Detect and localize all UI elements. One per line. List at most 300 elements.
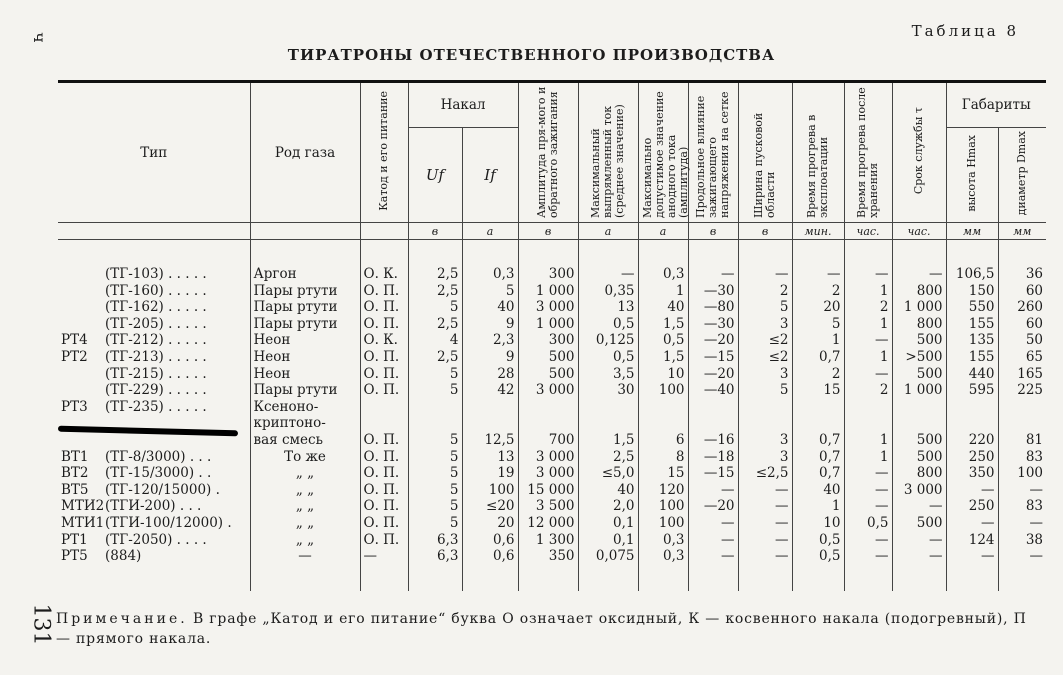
cell-warmup-storage: — (844, 498, 892, 515)
cell-amp: 3 000 (518, 299, 578, 316)
cell-type (58, 465, 250, 482)
cell-type (58, 548, 250, 565)
cell-diameter: 81 (998, 432, 1046, 449)
cell-uf (408, 399, 462, 416)
cell-cathode: О. П. (360, 532, 408, 549)
cell-cathode: О. П. (360, 366, 408, 383)
cell-if: 13 (462, 449, 518, 466)
cell-height: 106,5 (946, 266, 998, 283)
unit-grid: в (688, 223, 738, 240)
cell-amp: 1 000 (518, 283, 578, 300)
table-row (58, 382, 1046, 399)
cell-gas: „ „ (250, 465, 360, 482)
cell-diameter: 36 (998, 266, 1046, 283)
cell-start-width: 3 (738, 316, 792, 333)
cell-amp: 12 000 (518, 515, 578, 532)
cell-anode-current: 10 (638, 366, 688, 383)
cell-cathode: О. П. (360, 498, 408, 515)
col-dims-header: Габариты (946, 82, 1046, 128)
tube-code: (884) (105, 548, 142, 565)
cell-height: — (946, 515, 998, 532)
cell-if: ≤20 (462, 498, 518, 515)
table-row (58, 399, 1046, 416)
cell-height: — (946, 482, 998, 499)
cell-warmup-op (792, 415, 844, 432)
cell-start-width: — (738, 532, 792, 549)
table-label: Таблица 8 (911, 22, 1019, 40)
cell-warmup-storage: — (844, 548, 892, 565)
cell-lifetime: 500 (892, 432, 946, 449)
cell-gas: „ „ (250, 532, 360, 549)
cell-start-width: 3 (738, 366, 792, 383)
cell-type (58, 316, 250, 333)
unit-gas (250, 223, 360, 240)
cell-rect-current: 30 (578, 382, 638, 399)
cell-amp: 3 000 (518, 465, 578, 482)
cell-lifetime: 1 000 (892, 299, 946, 316)
cell-warmup-op: 0,5 (792, 548, 844, 565)
cell-warmup-op: 40 (792, 482, 844, 499)
thyratron-table (58, 80, 1046, 591)
tube-code: (ТГ-229) . . . . . (105, 382, 207, 399)
cell-if: 19 (462, 465, 518, 482)
tube-code: (ТГ-205) . . . . . (105, 315, 207, 332)
table-bottom-spacer (58, 565, 1046, 591)
cell-uf: 6,3 (408, 548, 462, 565)
tube-prefix: РТ3 (61, 398, 88, 415)
cell-gas: То же (250, 449, 360, 466)
cell-gas: Неон (250, 366, 360, 383)
cell-lifetime: — (892, 548, 946, 565)
cell-rect-current (578, 399, 638, 416)
tube-prefix: МТИ2 (61, 498, 105, 515)
cell-diameter: 83 (998, 498, 1046, 515)
cell-start-width: ≤2 (738, 332, 792, 349)
cell-diameter: 50 (998, 332, 1046, 349)
cell-height: 155 (946, 349, 998, 366)
cell-rect-current: 0,5 (578, 316, 638, 333)
cell-anode-current: 0,3 (638, 548, 688, 565)
cell-warmup-op: 10 (792, 515, 844, 532)
cell-rect-current (578, 415, 638, 432)
cell-cathode: О. П. (360, 465, 408, 482)
unit-rect-current: а (578, 223, 638, 240)
cell-cathode: О. П. (360, 482, 408, 499)
tube-prefix: ВТ2 (61, 465, 89, 482)
cell-height: 550 (946, 299, 998, 316)
cell-uf: 2,5 (408, 349, 462, 366)
cell-start-width: — (738, 548, 792, 565)
cell-grid: — (688, 266, 738, 283)
cell-rect-current: 1,5 (578, 432, 638, 449)
tube-prefix: РТ4 (61, 332, 88, 349)
cell-grid: — (688, 482, 738, 499)
cell-amp: 15 000 (518, 482, 578, 499)
cell-height: 350 (946, 465, 998, 482)
cell-uf: 4 (408, 332, 462, 349)
cell-cathode: О. П. (360, 316, 408, 333)
cell-start-width: ≤2 (738, 349, 792, 366)
cell-uf: 5 (408, 382, 462, 399)
cell-amp: 3 000 (518, 449, 578, 466)
cell-diameter: 225 (998, 382, 1046, 399)
cell-if: 100 (462, 482, 518, 499)
footnote-text: В графе „Катод и его питание“ буква О означает оксидный, К — косвенного накала (подогревный), П — прямого накала. (56, 611, 1027, 647)
cell-lifetime (892, 399, 946, 416)
cell-warmup-op: 0,7 (792, 349, 844, 366)
cell-lifetime: — (892, 266, 946, 283)
unit-type (58, 223, 250, 240)
tube-prefix: РТ2 (61, 348, 88, 365)
cell-uf: 5 (408, 449, 462, 466)
cell-start-width: 5 (738, 299, 792, 316)
table-row (58, 299, 1046, 316)
cell-anode-current: 0,3 (638, 532, 688, 549)
cell-diameter: 165 (998, 366, 1046, 383)
cell-amp: 3 000 (518, 382, 578, 399)
cell-warmup-storage: — (844, 366, 892, 383)
cell-rect-current: 13 (578, 299, 638, 316)
tube-code: (ТГ-15/3000) . . (105, 465, 212, 482)
footnote (56, 609, 1036, 649)
cell-warmup-storage: 1 (844, 349, 892, 366)
tube-code: (ТГ-103) . . . . . (105, 266, 207, 282)
cell-if: 2,3 (462, 332, 518, 349)
cell-cathode (360, 415, 408, 432)
cell-rect-current: 40 (578, 482, 638, 499)
cell-if (462, 415, 518, 432)
cell-diameter: 60 (998, 283, 1046, 300)
cell-height: 150 (946, 283, 998, 300)
cell-warmup-op: 20 (792, 299, 844, 316)
unit-uf: в (408, 223, 462, 240)
cell-rect-current: 0,35 (578, 283, 638, 300)
cell-uf: 5 (408, 515, 462, 532)
cell-start-width (738, 415, 792, 432)
cell-gas: Ксеноно- (250, 399, 360, 416)
cell-grid: —15 (688, 349, 738, 366)
cell-type (58, 482, 250, 499)
tube-code: (ТГИ-200) . . . (105, 498, 202, 515)
cell-amp: 350 (518, 548, 578, 565)
cell-warmup-op: 0,7 (792, 432, 844, 449)
cell-if: 42 (462, 382, 518, 399)
cell-diameter: 260 (998, 299, 1046, 316)
cell-grid: —16 (688, 432, 738, 449)
unit-diameter: мм (998, 223, 1046, 240)
cell-lifetime: 3 000 (892, 482, 946, 499)
cell-cathode: — (360, 548, 408, 565)
cell-grid: —18 (688, 449, 738, 466)
cell-uf: 2,5 (408, 266, 462, 283)
cell-amp: 1 000 (518, 316, 578, 333)
cell-anode-current: 0,5 (638, 332, 688, 349)
cell-lifetime: 1 000 (892, 382, 946, 399)
cell-uf: 2,5 (408, 316, 462, 333)
tube-code: (ТГ-162) . . . . . (105, 299, 207, 316)
cell-rect-current: 0,1 (578, 532, 638, 549)
cell-gas: вая смесь (250, 432, 360, 449)
cell-uf: 5 (408, 465, 462, 482)
cell-if: 0,3 (462, 266, 518, 283)
cell-cathode: О. П. (360, 515, 408, 532)
tube-code: (ТГ-215) . . . . . (105, 365, 207, 382)
cell-grid: —30 (688, 283, 738, 300)
cell-gas: криптоно- (250, 415, 360, 432)
col-if-header: If (462, 128, 518, 223)
cell-amp: 1 300 (518, 532, 578, 549)
cell-amp: 500 (518, 349, 578, 366)
table-row (58, 283, 1046, 300)
cell-warmup-storage: 2 (844, 382, 892, 399)
cell-anode-current: 100 (638, 382, 688, 399)
tube-prefix: МТИ1 (61, 514, 105, 531)
cell-cathode: О. П. (360, 283, 408, 300)
cell-anode-current (638, 399, 688, 416)
cell-anode-current: 15 (638, 465, 688, 482)
cell-if: 20 (462, 515, 518, 532)
cell-type (58, 332, 250, 349)
col-warmup-storage-header: Время прогрева после хранения (844, 82, 892, 223)
cell-grid (688, 415, 738, 432)
cell-gas: Пары ртути (250, 382, 360, 399)
cell-height (946, 399, 998, 416)
cell-uf: 6,3 (408, 532, 462, 549)
table-row (58, 465, 1046, 482)
cell-diameter: 38 (998, 532, 1046, 549)
col-warmup-op-header: Время прогрева в эксплоатации (792, 82, 844, 223)
cell-cathode: О. П. (360, 432, 408, 449)
tube-code: (ТГ-2050) . . . . (105, 531, 207, 548)
cell-anode-current: 120 (638, 482, 688, 499)
cell-warmup-storage: — (844, 482, 892, 499)
cell-if: 12,5 (462, 432, 518, 449)
cell-grid: —40 (688, 382, 738, 399)
cell-diameter: 60 (998, 316, 1046, 333)
cell-gas: „ „ (250, 498, 360, 515)
cell-lifetime (892, 415, 946, 432)
col-uf-header: Uf (408, 128, 462, 223)
cell-height: 124 (946, 532, 998, 549)
cell-start-width: 5 (738, 382, 792, 399)
footnote-head: Примечание. (56, 611, 188, 627)
cell-start-width: — (738, 515, 792, 532)
col-gas-header: Род газа (250, 82, 360, 223)
cell-grid: —20 (688, 332, 738, 349)
cell-lifetime: 500 (892, 449, 946, 466)
table-row (58, 498, 1046, 515)
tube-code: (ТГ-160) . . . . . (105, 282, 207, 299)
cell-height: — (946, 548, 998, 565)
table-row (58, 266, 1046, 283)
unit-warmup-op: мин. (792, 223, 844, 240)
cell-height: 220 (946, 432, 998, 449)
cell-warmup-storage: 2 (844, 299, 892, 316)
cell-lifetime: 500 (892, 366, 946, 383)
cell-rect-current: 0,5 (578, 349, 638, 366)
cell-lifetime: 800 (892, 465, 946, 482)
cell-diameter (998, 415, 1046, 432)
units-row (58, 223, 1046, 240)
cell-type (58, 449, 250, 466)
cell-if: 0,6 (462, 548, 518, 565)
col-anode-current-header: Максимально допустимое значение анодного тока (амплитуда) (638, 82, 688, 223)
cell-height: 250 (946, 498, 998, 515)
cell-warmup-storage: 0,5 (844, 515, 892, 532)
tube-prefix: ВТ5 (61, 481, 89, 498)
table-row (58, 316, 1046, 333)
tube-code: (ТГ-120/15000) . (105, 481, 220, 498)
cell-grid: — (688, 548, 738, 565)
cell-grid: — (688, 515, 738, 532)
cell-start-width: ≤2,5 (738, 465, 792, 482)
cell-amp: 3 500 (518, 498, 578, 515)
cell-lifetime: 500 (892, 515, 946, 532)
cell-if: 40 (462, 299, 518, 316)
cell-lifetime: 500 (892, 332, 946, 349)
cell-warmup-storage (844, 415, 892, 432)
tube-prefix: ВТ1 (61, 448, 89, 465)
cell-uf: 5 (408, 366, 462, 383)
cell-amp: 300 (518, 266, 578, 283)
cell-type (58, 299, 250, 316)
cell-amp: 500 (518, 366, 578, 383)
cell-grid: —15 (688, 465, 738, 482)
table-row (58, 482, 1046, 499)
cell-uf: 5 (408, 482, 462, 499)
cell-anode-current: 1,5 (638, 316, 688, 333)
cell-warmup-storage: 1 (844, 283, 892, 300)
cell-warmup-op: 2 (792, 366, 844, 383)
cell-warmup-storage: — (844, 266, 892, 283)
cell-warmup-op: 0,5 (792, 532, 844, 549)
cell-height: 155 (946, 316, 998, 333)
cell-anode-current: 40 (638, 299, 688, 316)
cell-warmup-op: 15 (792, 382, 844, 399)
cell-gas: — (250, 548, 360, 565)
cell-cathode: О. К. (360, 332, 408, 349)
cell-lifetime: — (892, 498, 946, 515)
cell-type (58, 266, 250, 283)
cell-uf: 5 (408, 498, 462, 515)
cell-warmup-storage: 1 (844, 432, 892, 449)
cell-anode-current (638, 415, 688, 432)
cell-diameter (998, 399, 1046, 416)
cell-start-width: — (738, 498, 792, 515)
cell-warmup-storage: — (844, 465, 892, 482)
cell-start-width: 3 (738, 449, 792, 466)
cell-type (58, 498, 250, 515)
cell-start-width: 3 (738, 432, 792, 449)
col-grid-header: Продольное влияние зажигающего напряжения на сетке (688, 82, 738, 223)
cell-gas: „ „ (250, 482, 360, 499)
cell-warmup-op: — (792, 266, 844, 283)
cell-lifetime: >500 (892, 349, 946, 366)
cell-diameter: — (998, 515, 1046, 532)
page-number: 131 (28, 603, 54, 646)
col-rect-current-header: Максимальный выпрямленный ток (среднее значение) (578, 82, 638, 223)
cell-height: 440 (946, 366, 998, 383)
cell-warmup-op: 0,7 (792, 465, 844, 482)
cell-start-width (738, 399, 792, 416)
cell-grid: —80 (688, 299, 738, 316)
table-row (58, 515, 1046, 532)
cell-gas: Пары ртути (250, 283, 360, 300)
cell-warmup-op (792, 399, 844, 416)
cell-rect-current: 2,5 (578, 449, 638, 466)
table-spacer-row (58, 240, 1046, 267)
cell-warmup-op: 0,7 (792, 449, 844, 466)
cell-warmup-storage: — (844, 532, 892, 549)
cell-lifetime: 800 (892, 316, 946, 333)
table-row (58, 366, 1046, 383)
col-heater-header: Накал (408, 82, 518, 128)
col-diameter-header: диаметр Dmax (998, 128, 1046, 223)
unit-cathode (360, 223, 408, 240)
cell-gas: Пары ртути (250, 316, 360, 333)
cell-diameter: 65 (998, 349, 1046, 366)
col-type-header: Тип (58, 82, 250, 223)
cell-rect-current: ≤5,0 (578, 465, 638, 482)
corner-mark: ч (29, 32, 49, 43)
cell-height: 595 (946, 382, 998, 399)
cell-gas: Пары ртути (250, 299, 360, 316)
cell-amp: 300 (518, 332, 578, 349)
table-row (58, 349, 1046, 366)
cell-height: 135 (946, 332, 998, 349)
unit-amp: в (518, 223, 578, 240)
cell-grid: —30 (688, 316, 738, 333)
cell-type (58, 349, 250, 366)
cell-lifetime: 800 (892, 283, 946, 300)
cell-type (58, 283, 250, 300)
cell-type (58, 532, 250, 549)
cell-height: 250 (946, 449, 998, 466)
col-lifetime-header: Срок службы τ (892, 82, 946, 223)
cell-rect-current: 2,0 (578, 498, 638, 515)
tube-code: (ТГИ-100/12000) . (105, 514, 232, 531)
cell-if: 0,6 (462, 532, 518, 549)
cell-warmup-op: 2 (792, 283, 844, 300)
cell-warmup-op: 1 (792, 498, 844, 515)
cell-type (58, 399, 250, 416)
cell-start-width: — (738, 482, 792, 499)
col-height-header: высота Hmax (946, 128, 998, 223)
cell-uf (408, 415, 462, 432)
cell-warmup-storage: 1 (844, 316, 892, 333)
tube-prefix: РТ1 (61, 531, 88, 548)
cell-diameter: — (998, 482, 1046, 499)
col-amp-header: Амплитуда пря-мого и обратного зажигания (518, 82, 578, 223)
tube-code: (ТГ-212) . . . . . (105, 332, 207, 349)
tube-prefix: РТ5 (61, 548, 88, 565)
cell-if (462, 399, 518, 416)
cell-uf: 2,5 (408, 283, 462, 300)
cell-cathode (360, 399, 408, 416)
unit-if: а (462, 223, 518, 240)
cell-gas: „ „ (250, 515, 360, 532)
cell-cathode: О. П. (360, 349, 408, 366)
cell-anode-current: 1 (638, 283, 688, 300)
tube-code: (ТГ-8/3000) . . . (105, 448, 212, 465)
cell-amp (518, 415, 578, 432)
cell-cathode: О. П. (360, 299, 408, 316)
cell-anode-current: 8 (638, 449, 688, 466)
cell-lifetime: — (892, 532, 946, 549)
cell-warmup-op: 1 (792, 332, 844, 349)
cell-if: 9 (462, 316, 518, 333)
cell-rect-current: 0,075 (578, 548, 638, 565)
